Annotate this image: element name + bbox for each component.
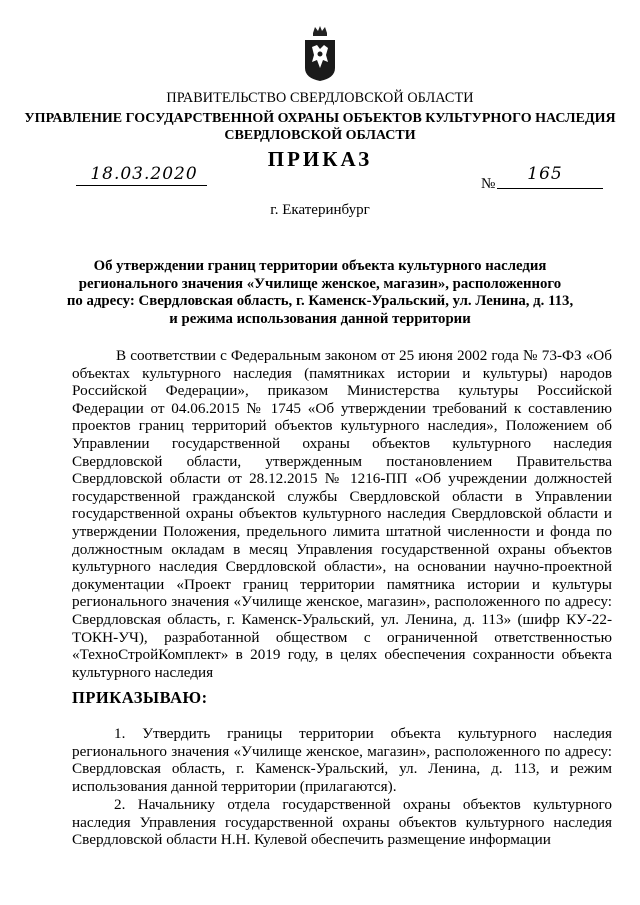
city: г. Екатеринбург: [270, 202, 370, 218]
order-number: 165: [527, 164, 563, 184]
document-type: ПРИКАЗ: [267, 147, 373, 171]
order-item-2: 2. Начальнику отдела государственной охраны объектов культурного наследия Управления государственной охраны объектов культурного наследия Свердловской области Н.Н. Кулевой обеспечить размещение информации: [72, 796, 612, 849]
order-date: 18.03.2020: [90, 164, 198, 184]
government-name: ПРАВИТЕЛЬСТВО СВЕРДЛОВСКОЙ ОБЛАСТИ: [166, 90, 474, 106]
preamble-paragraph: В соответствии с Федеральным законом от 25 июня 2002 года № 73-ФЗ «Об объектах культурного наследия (памятниках истории и культуры) народов Российской Федерации», приказом Министерства культуры Российской Федерации от 04.06.2015 № 1745 «Об утверждении требований к составлению проектов границ территорий объектов культурного наследия», Положением об Управлении государственной охраны объектов культурного наследия Свердловской области, утвержденным постановлением Правительства Свердловской области от 28.12.2015 № 1216-ПП «Об учреждении должностей государственной гражданской службы Свердловской области в Управлении государственной охраны объектов культурного наследия Свердловской области и утверждении Положения, предельного лимита штатной численности и фонда по должностным окладам в месяц Управления государственной охраны объектов культурного наследия Свердловской области», на основании научно-проектной документации «Проект границ территории памятника истории и культуры регионального значения «Училище женское, магазин», расположенного по адресу: Свердловская область, г. Каменск-Уральский, ул. Ленина, д. 113» (шифр КУ-22-ТОКН-УЧ), разработанной обществом с ограниченной ответственностью «ТехноСтройКомплект» в 2019 году, в целях обеспечения сохранности объекта культурного наследия: [72, 347, 612, 681]
subject-line-1: Об утверждении границ территории объекта культурного наследия: [93, 258, 547, 274]
department-name: [0, 110, 640, 144]
order-subject: [0, 258, 640, 328]
number-label: №: [481, 176, 496, 192]
command-heading: ПРИКАЗЫВАЮ:: [72, 688, 208, 707]
coat-of-arms-icon: [303, 24, 337, 82]
date-underline: [76, 185, 207, 186]
order-item-1: 1. Утвердить границы территории объекта культурного наследия регионального значения «Училище женское, магазин», расположенного по адресу: Свердловская область, г. Каменск-Уральский, ул. Ленина, д. 113, и режим использования данной территории (прилагаются).: [72, 725, 612, 795]
department-line-1: УПРАВЛЕНИЕ ГОСУДАРСТВЕННОЙ ОХРАНЫ ОБЪЕКТОВ КУЛЬТУРНОГО НАСЛЕДИЯ: [24, 111, 616, 126]
subject-line-3: по адресу: Свердловская область, г. Каменск-Уральский, ул. Ленина, д. 113,: [66, 293, 574, 310]
department-line-2: СВЕРДЛОВСКОЙ ОБЛАСТИ: [224, 128, 416, 143]
subject-line-4: и режима использования данной территории: [169, 310, 471, 327]
number-underline: [497, 188, 603, 189]
subject-line-2: регионального значения «Училище женское, магазин», расположенного: [78, 275, 562, 292]
